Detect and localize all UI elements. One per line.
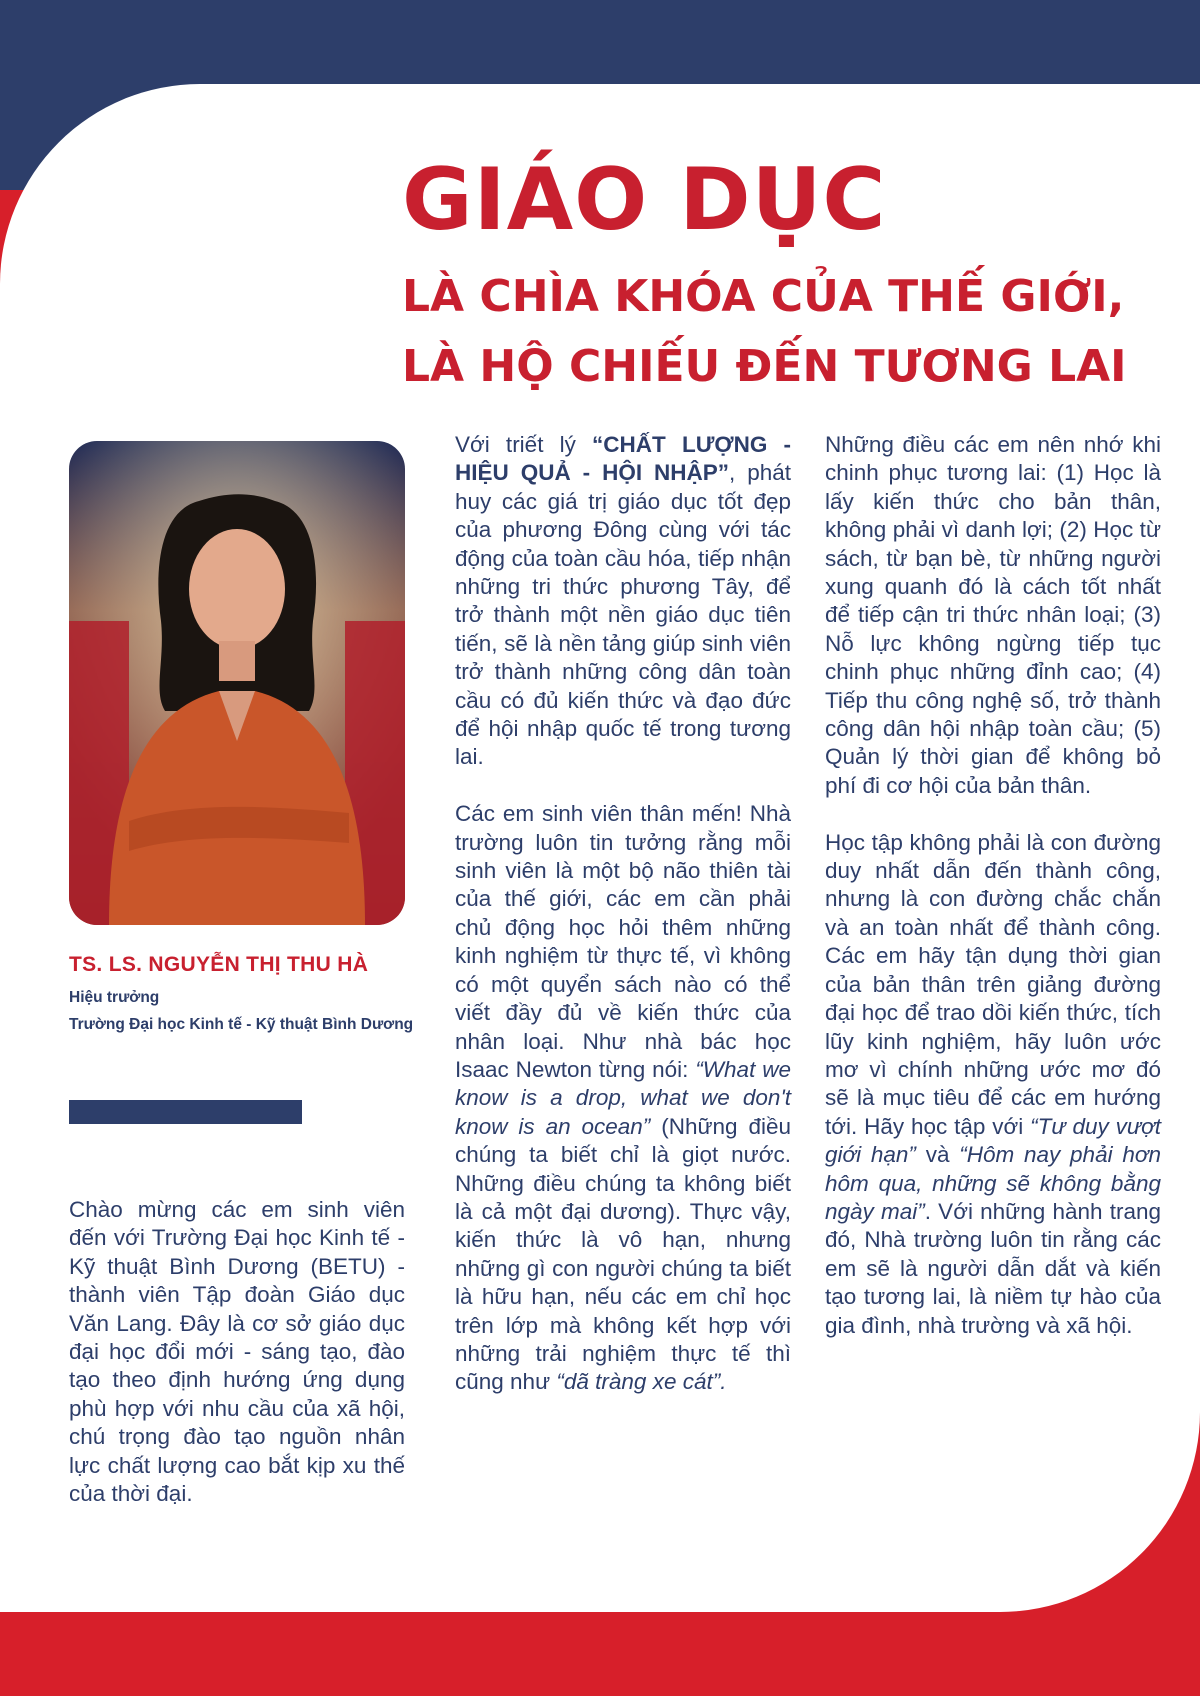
philosophy-motto: “CHẤT LƯỢNG - HIỆU QUẢ - HỘI NHẬP” xyxy=(455,432,791,486)
column-right xyxy=(825,431,1161,1340)
motto-quote-2: “Hôm nay phải hơn hôm qua, những sẽ không bằng ngày mai” xyxy=(825,1142,1161,1224)
philosophy-text-end: , phát huy các giá trị giáo dục tốt đẹp của phương Đông cùng với tác động của toàn cầu hóa, tiếp nhận những tri thức phương Tây, để trở thành một nền giáo dục tiên tiến, sẽ là nền tảng giúp sinh viên trở thành những công dân toàn cầu có đủ kiến thức và đạo đức để hội nhập quốc tế trong tương lai. xyxy=(455,460,791,770)
face xyxy=(189,529,285,649)
headline-main: GIÁO DỤC xyxy=(402,150,887,250)
students-text-end: (Những điều chúng ta biết chỉ là giọt nước. Những điều chúng ta không biết là cả một đại dương). Thực vậy, kiến thức là vô hạn, nhưng những gì con người chúng ta biết là hữu hạn, nếu các em chỉ học trên lớp mà không kết hợp với những trải nghiệm thực tế thì cũng như xyxy=(455,1113,791,1395)
newton-quote: “What we know is a drop, what we don't know is an ocean” xyxy=(455,1056,791,1139)
headline-line-2: LÀ HỘ CHIẾU ĐẾN TƯƠNG LAI xyxy=(402,341,1127,392)
headline-line-1: LÀ CHÌA KHÓA CỦA THẾ GIỚI, xyxy=(402,271,1125,322)
students-paragraph xyxy=(455,800,791,1397)
philosophy-text-start: Với triết lý xyxy=(455,432,593,457)
portrait-illustration xyxy=(69,441,405,925)
person-name: TS. LS. NGUYỄN THỊ THU HÀ xyxy=(69,953,369,976)
column-left xyxy=(69,1196,405,1508)
motto-quote-1: “Tư duy vượt giới hạn” xyxy=(825,1113,1161,1168)
closing-paragraph xyxy=(825,829,1161,1340)
advice-paragraph: Những điều các em nên nhớ khi chinh phục tương lai: (1) Học là lấy kiến thức cho bản thân, không phải vì danh lợi; (2) Học từ sách, từ bạn bè, từ những người xung quanh đó là cách tốt nhất để tiếp cận tri thức nhân loại; (3) Nỗ lực không ngừng tiếp tục chinh phục những đỉnh cao; (4) Tiếp thu công nghệ số, trở thành công dân hội nhập toàn cầu; (5) Quản lý thời gian để không bỏ phí đi cơ hội của bản thân. xyxy=(825,432,1161,798)
column-middle xyxy=(455,431,791,1397)
idiom-quote: “dã tràng xe cát”. xyxy=(556,1369,727,1395)
portrait-photo xyxy=(69,441,405,925)
person-organization: Trường Đại học Kinh tế - Kỹ thuật Bình Dương xyxy=(69,1016,414,1033)
person-role: Hiệu trưởng xyxy=(69,989,160,1006)
closing-conjunction: và xyxy=(915,1142,960,1168)
navy-accent-bar xyxy=(69,1100,302,1124)
headline-subtitle xyxy=(402,262,1127,402)
closing-text-start: Học tập không phải là con đường duy nhất dẫn đến thành công, nhưng là con đường chắc chắn và an toàn nhất để thành công. Các em hãy tận dụng thời gian của bản thân trên giảng đường đại học để trao dồi kiến thức, tích lũy kinh nghiệm, hãy luôn ước mơ vì chính những ước mơ đó sẽ là mục tiêu để các em hướng tới. Hãy học tập với xyxy=(825,829,1161,1139)
closing-text-end: . Với những hành trang đó, Nhà trường luôn tin rằng các em sẽ là người dẫn dắt và kiến tạo tương lai, là niềm tự hào của gia đình, nhà trường và xã hội. xyxy=(825,1198,1161,1338)
students-text-start: Các em sinh viên thân mến! Nhà trường luôn tin tưởng rằng mỗi sinh viên là một bộ não thiên tài của thế giới, các em cần phải chủ động học hỏi thêm những kinh nghiệm từ thực tế, vì không có một quyển sách nào có thể viết đầy đủ về kiến thức của nhân loại. Như nhà bác học Isaac Newton từng nói: xyxy=(455,801,791,1082)
philosophy-paragraph xyxy=(455,431,791,772)
intro-paragraph: Chào mừng các em sinh viên đến với Trường Đại học Kinh tế - Kỹ thuật Bình Dương (BETU) - thành viên Tập đoàn Giáo dục Văn Lang. Đây là cơ sở giáo dục đại học đổi mới - sáng tạo, đào tạo theo định hướng ứng dụng phù hợp với nhu cầu của xã hội, chú trọng đào tạo nguồn nhân lực chất lượng cao bắt kịp xu thế của thời đại. xyxy=(69,1197,405,1507)
